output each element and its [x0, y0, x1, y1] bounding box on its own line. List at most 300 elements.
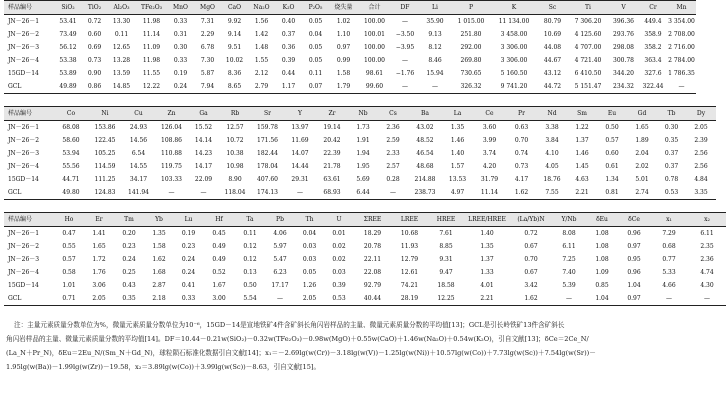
table-cell: 14.55: [129, 163, 148, 170]
table-cell: 4.10: [545, 150, 559, 157]
column-header: Sr: [251, 107, 284, 121]
table-cell: 14.14: [194, 137, 213, 144]
column-header: Sm: [567, 107, 597, 121]
table-cell: 1.58: [152, 243, 166, 250]
table-cell: 234.32: [608, 80, 639, 94]
table-cell: 2.57: [386, 163, 400, 170]
column-header: SiO₂: [54, 1, 82, 15]
table-cell: 5.69: [356, 176, 370, 183]
table-cell: 44.08: [543, 44, 562, 51]
table-cell: 1.33: [480, 269, 494, 276]
table-cell: 2.02: [635, 163, 649, 170]
table-cell: 358.9: [644, 31, 662, 38]
table-cell: 182.44: [257, 150, 278, 157]
table-cell: —: [378, 186, 408, 200]
table-cell: 1.72: [92, 256, 106, 263]
table-header-row: [4, 107, 716, 121]
table-cell: 22.08: [363, 269, 382, 276]
column-header: K₂O: [275, 1, 302, 15]
table-cell: 103.33: [161, 176, 182, 183]
table-cell: 21.78: [323, 163, 341, 170]
table-cell: 0.67: [524, 269, 538, 276]
table-cell: 322.44: [639, 80, 667, 94]
table-row: [4, 292, 726, 306]
table-cell: 1.95: [356, 163, 370, 170]
sample-id-cell: JN－26－2: [8, 31, 40, 38]
table-cell: 12.22: [136, 80, 167, 94]
column-header: δCe: [618, 213, 650, 227]
table-cell: 1.94: [356, 150, 370, 157]
table-cell: 108.86: [161, 137, 182, 144]
column-header: Dy: [686, 107, 716, 121]
table-cell: 358.2: [644, 44, 662, 51]
footnote-line: 1.95lg(w(Ba))－1.99lg(w(Zr))－19.58，x₂＝3.89lg(w(Co))＋3.99lg(w(Sc))－8.63，引自文献[15]。: [6, 363, 321, 371]
table-cell: 5.33: [662, 269, 676, 276]
table-cell: 2.87: [152, 282, 166, 289]
table-cell: 0.50: [243, 282, 257, 289]
table-cell: 5 151.47: [568, 80, 608, 94]
column-header: Ho: [54, 213, 84, 227]
column-header: LREE/HREE: [464, 213, 510, 227]
table-cell: 0.53: [657, 186, 686, 200]
table-cell: 7.40: [562, 269, 576, 276]
table-cell: 0.37: [664, 163, 679, 170]
column-header: Zr: [316, 107, 348, 121]
table-cell: 0.95: [627, 256, 641, 263]
table-cell: 0.96: [627, 230, 641, 237]
table-cell: 0.07: [302, 80, 329, 94]
table-cell: 0.49: [212, 243, 226, 250]
sample-id-cell: JN－26－1: [8, 124, 40, 131]
column-header: P: [451, 1, 491, 15]
table-cell: 0.70: [524, 256, 538, 263]
table-cell: 9.51: [227, 44, 242, 51]
table-cell: 269.80: [460, 57, 482, 64]
table-cell: 0.24: [181, 256, 196, 263]
table-cell: 2.39: [694, 137, 708, 144]
table-cell: 6.54: [131, 150, 146, 157]
table-cell: 0.50: [605, 124, 619, 131]
table-cell: 11.98: [142, 57, 161, 64]
table-row: [4, 80, 696, 94]
table-cell: 178.04: [257, 163, 278, 170]
table-cell: 22.09: [194, 176, 213, 183]
table-cell: 0.23: [122, 243, 136, 250]
table-cell: 1.46: [575, 150, 589, 157]
table-cell: 0.33: [173, 18, 188, 25]
table-cell: 1.34: [605, 176, 619, 183]
table-cell: 46.54: [416, 150, 434, 157]
column-header: MnO: [167, 1, 194, 15]
trace-element-table-2: [4, 212, 726, 306]
table-cell: 80.79: [543, 18, 562, 25]
table-cell: 1.67: [212, 282, 226, 289]
table-cell: 12.79: [400, 256, 419, 263]
table-cell: 1.65: [92, 243, 106, 250]
table-cell: 2.36: [386, 124, 400, 131]
table-cell: 29.31: [291, 176, 309, 183]
table-cell: 1.08: [595, 243, 609, 250]
table-cell: 3.84: [545, 137, 559, 144]
column-header: Zn: [155, 107, 188, 121]
table-cell: —: [650, 292, 688, 306]
column-header: Y: [284, 107, 316, 121]
table-cell: —: [265, 292, 295, 306]
table-cell: 98.61: [365, 70, 384, 77]
table-cell: 8.36: [227, 70, 242, 77]
table-cell: 11.55: [142, 70, 161, 77]
table-cell: 58.60: [62, 137, 80, 144]
table-cell: 1.45: [575, 163, 589, 170]
table-cell: 11.69: [291, 137, 309, 144]
column-header: Pb: [265, 213, 295, 227]
table-cell: 55.56: [62, 163, 80, 170]
column-header: (La/Yb)N: [510, 213, 552, 227]
column-header: Ta: [235, 213, 265, 227]
table-cell: 99.60: [358, 80, 391, 94]
table-cell: 0.03: [332, 269, 346, 276]
table-cell: 20.42: [323, 137, 341, 144]
column-header: TFe₂O₃: [136, 1, 167, 15]
table-cell: 44.71: [62, 176, 80, 183]
table-cell: 31.79: [480, 176, 499, 183]
table-cell: 0.73: [87, 57, 102, 64]
table-cell: 68.08: [62, 124, 80, 131]
table-cell: 9.14: [227, 31, 242, 38]
table-cell: 1.02: [336, 18, 351, 25]
table-cell: 44.72: [537, 80, 568, 94]
table-cell: 5.47: [273, 256, 287, 263]
table-cell: 1.09: [595, 269, 609, 276]
table-cell: 0.77: [662, 256, 676, 263]
column-header: DF: [391, 1, 419, 15]
table-row: [4, 186, 716, 200]
table-cell: 1.79: [329, 80, 358, 94]
table-cell: 126.04: [161, 124, 182, 131]
table-cell: 0.02: [332, 256, 346, 263]
column-header: Nb: [348, 107, 378, 121]
table-cell: 1.48: [254, 44, 269, 51]
table-cell: 114.59: [94, 163, 116, 170]
table-cell: 1.41: [92, 230, 106, 237]
table-cell: 1.40: [450, 150, 465, 157]
table-cell: 2 784.00: [668, 57, 695, 64]
sample-id-cell: JN－26－4: [8, 163, 40, 170]
table-cell: 2.59: [386, 137, 400, 144]
table-row: [4, 147, 716, 160]
table-cell: 3 458.00: [500, 31, 528, 38]
table-cell: 4.74: [700, 269, 714, 276]
table-row: [4, 240, 726, 253]
table-cell: 14.44: [291, 163, 309, 170]
table-cell: −3.95: [395, 44, 415, 51]
column-header: Eu: [597, 107, 627, 121]
table-cell: 0.37: [664, 150, 679, 157]
table-cell: 2 708.00: [668, 31, 695, 38]
table-cell: −1.76: [395, 70, 415, 77]
table-cell: 141.94: [122, 186, 155, 200]
table-cell: 0.37: [281, 31, 296, 38]
table-cell: —: [188, 186, 219, 200]
trace-element-table-1: [4, 106, 716, 200]
column-header: Hf: [203, 213, 235, 227]
table-cell: 238.73: [408, 186, 442, 200]
table-cell: 4.84: [694, 176, 708, 183]
table-cell: 0.35: [664, 137, 679, 144]
table-cell: 0.60: [605, 150, 619, 157]
table-cell: 0.68: [662, 243, 676, 250]
table-cell: 0.99: [336, 57, 351, 64]
table-cell: 122.45: [94, 137, 116, 144]
column-header: Al₂O₃: [107, 1, 136, 15]
table-cell: 0.97: [618, 292, 650, 306]
table-cell: 1.57: [450, 163, 465, 170]
table-row: [4, 28, 696, 41]
table-cell: 10.69: [543, 31, 562, 38]
column-header: Cs: [378, 107, 408, 121]
column-header: 样品编号: [4, 107, 54, 121]
column-header: Cr: [639, 1, 667, 15]
table-cell: 12.25: [428, 292, 464, 306]
table-cell: 14.17: [194, 163, 213, 170]
column-header: Pr: [506, 107, 537, 121]
column-header: Nd: [537, 107, 567, 121]
table-cell: 1.40: [480, 230, 494, 237]
table-cell: 449.4: [644, 18, 662, 25]
column-header: K: [491, 1, 537, 15]
column-header: Ni: [88, 107, 122, 121]
table-cell: 0.52: [212, 269, 226, 276]
table-cell: 0.13: [243, 269, 257, 276]
table-cell: 0.30: [173, 44, 188, 51]
table-cell: 327.6: [644, 70, 662, 77]
table-cell: 5.87: [200, 70, 215, 77]
table-cell: 0.70: [514, 137, 529, 144]
table-cell: 1.56: [254, 18, 269, 25]
table-cell: 28.19: [391, 292, 428, 306]
column-header: ΣREE: [354, 213, 391, 227]
table-cell: 6 410.50: [574, 70, 602, 77]
table-cell: 0.60: [87, 31, 102, 38]
table-cell: 0.19: [173, 70, 188, 77]
table-cell: 1.22: [575, 124, 589, 131]
table-cell: 159.78: [257, 124, 278, 131]
table-cell: 8.90: [228, 176, 242, 183]
table-cell: 1.10: [336, 31, 351, 38]
table-cell: 0.04: [302, 230, 317, 237]
table-cell: 124.83: [88, 186, 122, 200]
table-cell: 1.08: [595, 230, 609, 237]
sample-id-cell: JN－26－4: [8, 269, 40, 276]
table-cell: 1.55: [254, 57, 269, 64]
table-cell: 18.29: [363, 230, 382, 237]
table-cell: 0.78: [664, 176, 679, 183]
table-cell: 10.38: [226, 150, 244, 157]
table-cell: 293.76: [613, 31, 634, 38]
table-cell: 0.05: [302, 269, 317, 276]
column-header: Yb: [144, 213, 174, 227]
table-cell: 3.35: [686, 186, 716, 200]
table-cell: 153.86: [94, 124, 116, 131]
table-cell: 43.12: [543, 70, 562, 77]
sample-id-cell: GCL: [4, 292, 54, 306]
table-cell: 0.97: [336, 44, 351, 51]
table-cell: 6.78: [200, 44, 215, 51]
table-cell: 7.61: [439, 230, 453, 237]
table-cell: 24.93: [129, 124, 148, 131]
table-cell: 2.74: [627, 186, 657, 200]
table-cell: 9.47: [439, 269, 453, 276]
table-cell: 0.43: [122, 282, 136, 289]
table-cell: 0.49: [212, 256, 226, 263]
table-cell: 9.92: [227, 18, 242, 25]
table-cell: 344.20: [613, 70, 634, 77]
table-header-row: [4, 213, 726, 227]
table-row: [4, 227, 726, 241]
table-cell: 7.94: [194, 80, 221, 94]
table-cell: 53.41: [59, 18, 77, 25]
table-cell: 0.57: [62, 256, 76, 263]
table-cell: 0.57: [605, 137, 619, 144]
table-cell: 7.31: [200, 18, 215, 25]
table-cell: 1.04: [586, 292, 618, 306]
table-cell: 9.13: [428, 31, 442, 38]
table-cell: 0.33: [173, 57, 188, 64]
sample-id-cell: JN－26－3: [8, 150, 40, 157]
table-cell: 0.05: [308, 57, 323, 64]
table-cell: 1.46: [450, 137, 465, 144]
table-cell: 0.19: [181, 230, 196, 237]
table-cell: 171.56: [257, 137, 278, 144]
table-cell: 0.97: [627, 243, 641, 250]
table-cell: 1 786.35: [668, 70, 695, 77]
table-cell: 13.28: [112, 57, 131, 64]
column-header: La: [442, 107, 473, 121]
column-header: 样品编号: [4, 213, 54, 227]
table-cell: 730.65: [460, 70, 482, 77]
column-header: Na₂O: [248, 1, 275, 15]
table-cell: 0.05: [308, 44, 323, 51]
table-cell: 13.59: [112, 70, 131, 77]
table-cell: 8.46: [428, 57, 442, 64]
table-cell: 4.66: [662, 282, 676, 289]
table-row: [4, 173, 716, 186]
table-cell: 22.39: [323, 150, 341, 157]
table-row: [4, 54, 696, 67]
table-cell: 3 306.00: [500, 44, 528, 51]
table-cell: 5.39: [562, 282, 576, 289]
table-cell: 12.61: [400, 269, 419, 276]
table-cell: 63.61: [323, 176, 341, 183]
table-cell: 11.14: [142, 31, 161, 38]
table-cell: 8.08: [562, 230, 576, 237]
table-cell: 10.98: [226, 163, 244, 170]
column-header: Co: [54, 107, 88, 121]
sample-id-cell: 15GD－14: [8, 176, 39, 183]
table-cell: 11.93: [400, 243, 419, 250]
table-cell: 3.38: [545, 124, 559, 131]
table-cell: 44.67: [543, 57, 562, 64]
table-cell: 0.85: [595, 282, 609, 289]
table-cell: 4.30: [700, 282, 714, 289]
sample-id-cell: JN－26－4: [8, 57, 40, 64]
table-cell: 0.03: [302, 243, 317, 250]
table-cell: 2.05: [694, 124, 708, 131]
table-cell: 6.44: [348, 186, 378, 200]
table-cell: 0.25: [122, 269, 136, 276]
footnote-line: 注：主量元素质量分数单位为%，微量元素质量分数单位为10⁻⁶，15GD－14是宣地铁矿4件含矿斜长角闪岩样品的主量、微量元素质量分数的平均值[13]；GCL是引长岭铁矿13件含矿斜长: [14, 321, 565, 329]
table-cell: 0.11: [243, 230, 257, 237]
table-cell: 363.4: [644, 57, 662, 64]
table-cell: 10.72: [226, 137, 244, 144]
table-cell: 300.78: [613, 57, 634, 64]
table-cell: 11.98: [142, 18, 161, 25]
table-cell: 4 721.40: [574, 57, 602, 64]
table-cell: 2.18: [144, 292, 174, 306]
sample-id-cell: JN－26－1: [8, 230, 40, 237]
table-cell: 4.97: [442, 186, 473, 200]
table-cell: 5.01: [635, 176, 649, 183]
table-cell: 0.30: [664, 124, 679, 131]
table-cell: 105.25: [94, 150, 116, 157]
table-cell: 48.52: [416, 137, 434, 144]
table-cell: 3 306.00: [500, 57, 528, 64]
table-cell: 1.76: [92, 269, 106, 276]
table-cell: 1.73: [356, 124, 370, 131]
table-cell: 2.21: [567, 186, 597, 200]
table-cell: 100.00: [364, 18, 385, 25]
table-cell: 2.36: [700, 256, 714, 263]
table-row: [4, 41, 696, 54]
table-cell: 7 306.20: [574, 18, 602, 25]
table-cell: 53.89: [59, 70, 77, 77]
table-cell: —: [155, 186, 188, 200]
table-cell: 3.00: [203, 292, 235, 306]
table-cell: 0.74: [514, 150, 529, 157]
table-cell: 4.20: [482, 163, 497, 170]
table-cell: 0.96: [627, 269, 641, 276]
table-cell: 3.06: [92, 282, 106, 289]
table-cell: 2.56: [694, 150, 708, 157]
column-header: V: [608, 1, 639, 15]
table-cell: 92.79: [363, 282, 382, 289]
table-cell: 1.08: [595, 256, 609, 263]
column-header: Y/Nb: [552, 213, 586, 227]
table-cell: 1.58: [336, 70, 351, 77]
table-cell: 2.33: [386, 150, 400, 157]
table-cell: 2.05: [84, 292, 114, 306]
table-cell: 13.97: [291, 124, 309, 131]
table-cell: 0.72: [524, 230, 538, 237]
table-cell: 10.02: [225, 57, 244, 64]
table-cell: 0.23: [181, 243, 196, 250]
table-cell: 118.04: [219, 186, 251, 200]
table-cell: 0.71: [54, 292, 84, 306]
table-footnote: [6, 318, 694, 374]
column-header: TiO₂: [82, 1, 107, 15]
table-cell: 396.36: [613, 18, 634, 25]
column-header: Mn: [667, 1, 696, 15]
table-cell: 0.63: [514, 124, 529, 131]
sample-id-cell: GCL: [4, 186, 54, 200]
table-cell: 5.54: [235, 292, 265, 306]
table-cell: 19.14: [323, 124, 341, 131]
column-header: Ce: [473, 107, 506, 121]
footnote-line: (La_N＋Pr_N)，δEu＝2Eu_N/(Sm_N＋Gd_N)，球粒陨石标准化数据引自文献[14]；x₁＝－2.69lg(w(Cr))－3.18lg(w(V))－1.25lg(w(Ni))＋10.57lg(w(Co))＋7.73lg(w(Sc))＋7.54lg(w(Sr))－: [6, 349, 596, 357]
table-cell: 56.12: [59, 44, 77, 51]
table-cell: 2.35: [700, 243, 714, 250]
table-cell: 10.68: [400, 230, 419, 237]
